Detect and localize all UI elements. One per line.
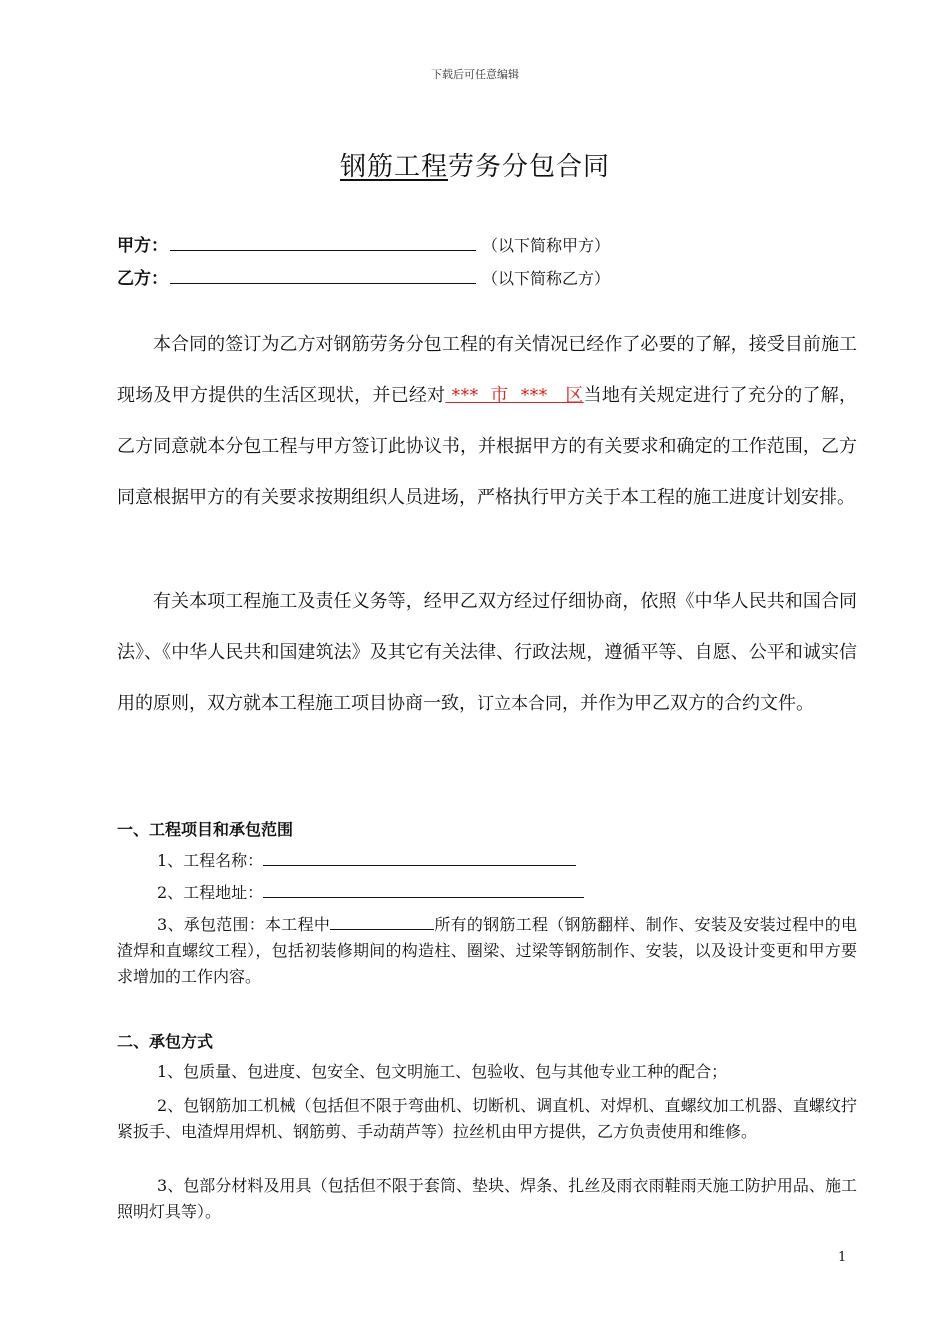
intro-p1-location: *** 市 *** 区 bbox=[445, 385, 584, 406]
document-title bbox=[0, 146, 950, 183]
title-underlined: 钢筋工程 bbox=[339, 152, 448, 182]
intro-paragraph-2 bbox=[117, 576, 857, 730]
project-name-blank bbox=[263, 847, 576, 866]
party-b-label: 乙方： bbox=[117, 269, 168, 289]
intro-p1-before: 本合同的签订为乙方对钢筋劳务分包工程的有关情况已经作了必要的了解，接受目前施工现场及甲方提供的生活区现状，并已经对 bbox=[117, 334, 857, 406]
section-1-item-1 bbox=[117, 847, 857, 874]
party-b-blank bbox=[170, 265, 476, 284]
intro-p2-after: ，并作为甲乙双方的合约文件。 bbox=[562, 693, 814, 714]
party-a-blank bbox=[170, 232, 476, 251]
section-2-item-1: 1、包质量、包进度、包安全、包文明施工、包验收、包与其他专业工种的配合； bbox=[157, 1062, 728, 1081]
scope-after: 所有的钢筋工程（钢筋翻样、制作、安装及安装过程中的电渣焊和直螺纹工程），包括初装修期间的构造柱、圈梁、过梁等钢筋制作、安装，以及设计变更和甲方要求增加的工作内容。 bbox=[117, 915, 857, 986]
party-b-note: （以下简称乙方） bbox=[482, 269, 611, 288]
header-note: 下载后可任意编辑 bbox=[431, 68, 519, 81]
intro-p2-before: 有关本项工程施工及责任义务等，经甲乙双方经过仔细协商，依照《中华人民共和国合同法》、《中华人民共和国建筑法》及其它有关法律、行政法规，遵循平等、自愿、公平和诚实信用的原则，双方就本工程施工项目协商一致， bbox=[117, 591, 857, 714]
intro-p1-after: 当地有关规定进行了充分的了解，乙方同意就本分包工程与甲方签订此协议书，并根据甲方的有关要求和确定的工作范围，乙方同意根据甲方的有关要求按期组织人员进场，严格执行甲方关于本工程的施工进度计划安排。 bbox=[117, 385, 858, 508]
project-address-label: 2、工程地址： bbox=[157, 883, 264, 902]
intro-p2-mid: 订立本合同 bbox=[477, 694, 562, 714]
page-number: 1 bbox=[838, 1250, 847, 1265]
section-1-item-2 bbox=[117, 879, 857, 906]
project-name-label: 1、工程名称： bbox=[157, 851, 264, 870]
section-1-heading: 一、工程项目和承包范围 bbox=[117, 820, 294, 839]
project-address-blank bbox=[263, 879, 584, 898]
section-1-item-3 bbox=[117, 911, 857, 990]
party-a-note: （以下简称甲方） bbox=[482, 236, 611, 255]
party-a-line bbox=[117, 231, 610, 256]
scope-before: 3、承包范围：本工程中 bbox=[157, 915, 331, 934]
party-a-label: 甲方： bbox=[117, 236, 168, 256]
intro-paragraph-1 bbox=[117, 319, 857, 523]
section-2-heading: 二、承包方式 bbox=[117, 1032, 214, 1051]
title-rest: 劳务分包合同 bbox=[448, 152, 611, 182]
section-2-item-2: 2、包钢筋加工机械（包括但不限于弯曲机、切断机、调直机、对焊机、直螺纹加工机器、直螺纹拧紧扳手、电渣焊用焊机、钢筋剪、手动葫芦等）拉丝机由甲方提供，乙方负责使用和维修。 bbox=[117, 1096, 857, 1141]
party-b-line bbox=[117, 264, 610, 289]
section-2-item-3: 3、包部分材料及用具（包括但不限于套筒、垫块、焊条、扎丝及雨衣雨鞋雨天施工防护用品、施工照明灯具等）。 bbox=[117, 1176, 857, 1221]
scope-blank bbox=[330, 911, 434, 930]
